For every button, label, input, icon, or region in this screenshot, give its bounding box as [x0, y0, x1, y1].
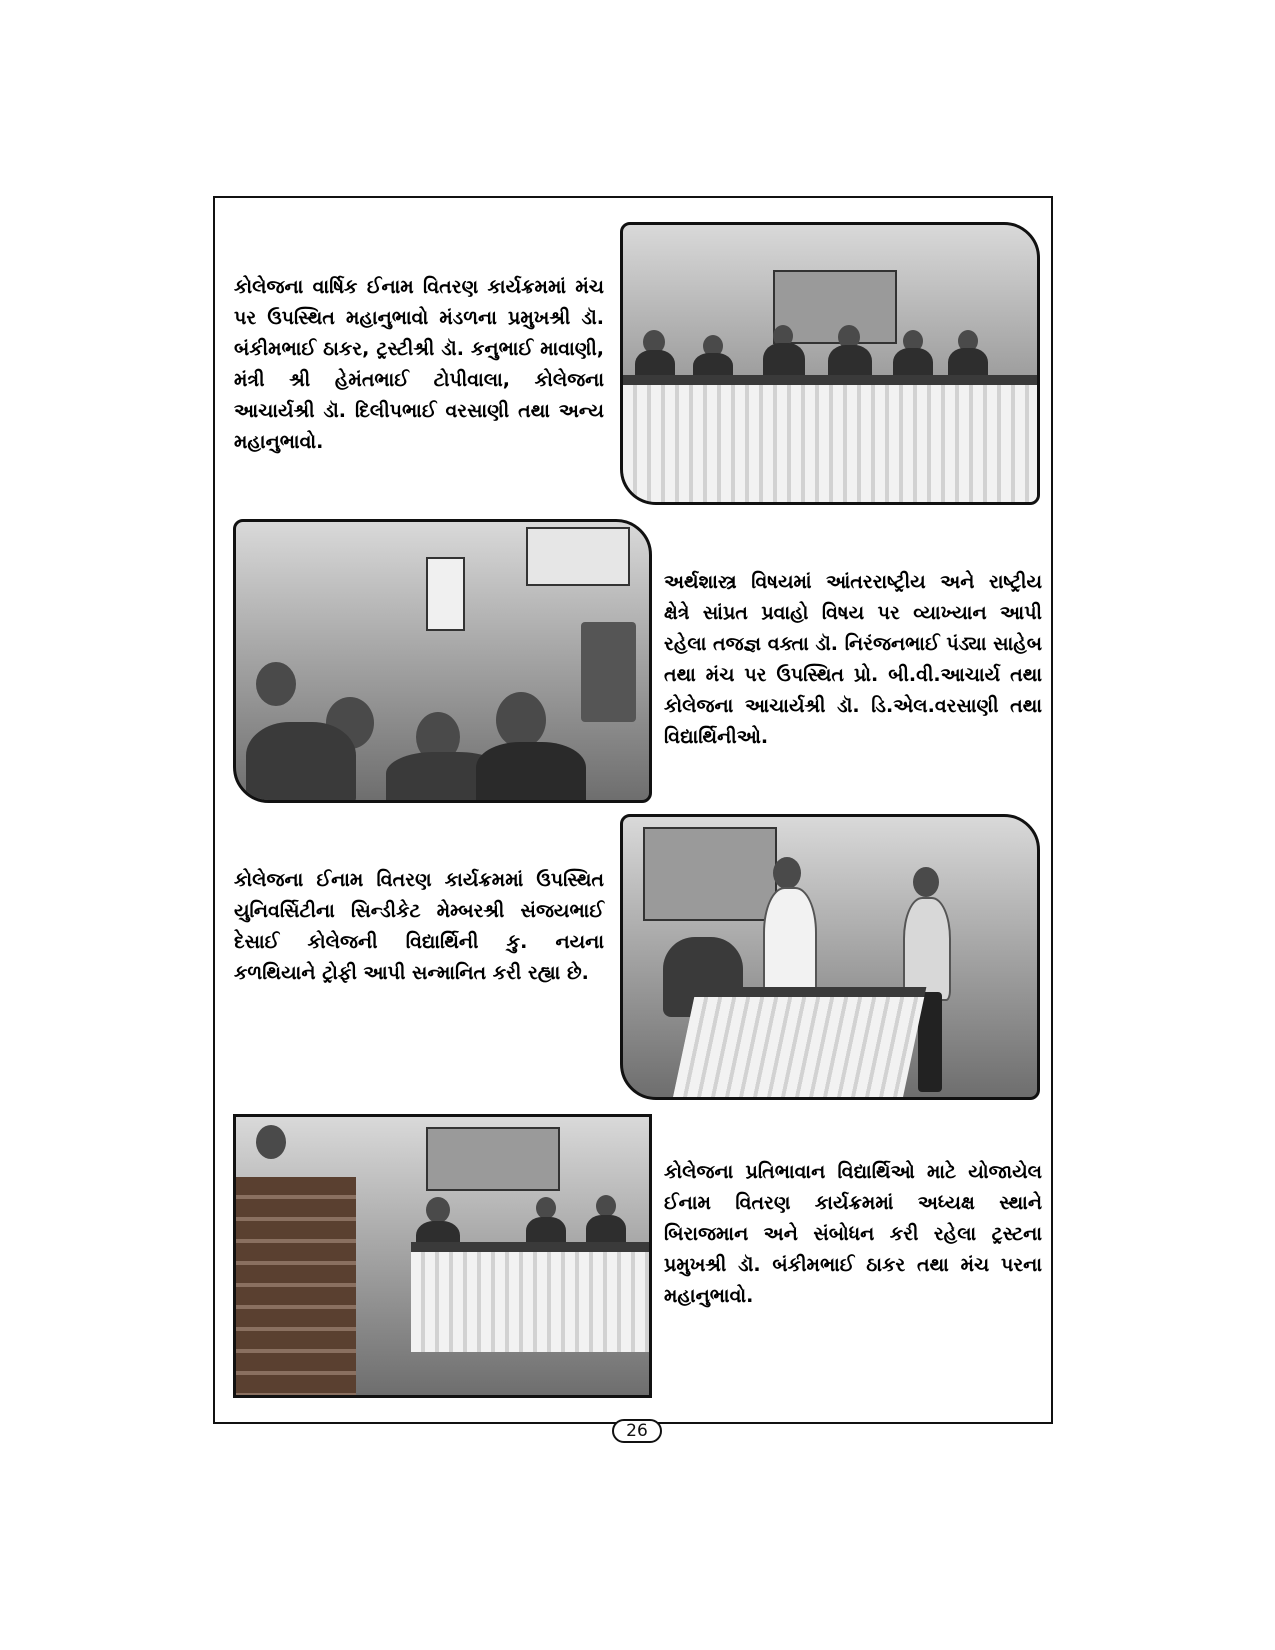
photo-lecture-audience — [233, 519, 652, 803]
photo-trophy-presentation — [620, 814, 1040, 1100]
caption-1: કોલેજના વાર્ષિક ઈનામ વિતરણ કાર્યક્રમમાં મંચ પર ઉપસ્થિત મહાનુભાવો મંડળના પ્રમુખશ્રી ડૉ. બંકીમભાઈ ઠાકર, ટ્રસ્ટીશ્રી ડૉ. કનુભાઈ માવાણી, મંત્રી શ્રી હેમંતભાઈ ટોપીવાલા, કોલેજના આચાર્યશ્રી ડૉ. દિલીપભાઈ વરસાણી તથા અન્ય મહાનુભાવો. — [234, 276, 604, 453]
photo-president-addressing — [233, 1114, 652, 1398]
caption-3: કોલેજના ઈનામ વિતરણ કાર્યક્રમમાં ઉપસ્થિત યુનિવર્સિટીના સિન્ડીકેટ મેમ્બરશ્રી સંજયભાઈ દેસાઈ કોલેજની વિદ્યાર્થિની કુ. નયના કળથિયાને ટ્રોફી આપી સન્માનિત કરી રહ્યા છે. — [234, 869, 604, 984]
page-number: 26 — [612, 1419, 662, 1443]
caption-2: અર્થશાસ્ત્ર વિષયમાં આંતરરાષ્ટ્રીય અને રાષ્ટ્રીય ક્ષેત્રે સાંપ્રત પ્રવાહો વિષય પર વ્યાખ્યાન આપી રહેલા તજજ્ઞ વક્તા ડૉ. નિરંજનભાઈ પંડ્યા સાહેબ તથા મંચ પર ઉપસ્થિત પ્રો. બી.વી.આચાર્ય તથા કોલેજના આચાર્યશ્રી ડૉ. ડિ.એલ.વરસાણી તથા વિદ્યાર્થિનીઓ. — [664, 571, 1042, 748]
caption-4: કોલેજના પ્રતિભાવાન વિદ્યાર્થિઓ માટે યોજાયેલ ઈનામ વિતરણ કાર્યક્રમમાં અધ્યક્ષ સ્થાને બિરાજમાન અને સંબોધન કરી રહેલા ટ્રસ્ટના પ્રમુખશ્રી ડૉ. બંકીમભાઈ ઠાકર તથા મંચ પરના મહાનુભાવો. — [664, 1161, 1042, 1307]
photo-dignitaries-on-stage — [620, 222, 1040, 505]
